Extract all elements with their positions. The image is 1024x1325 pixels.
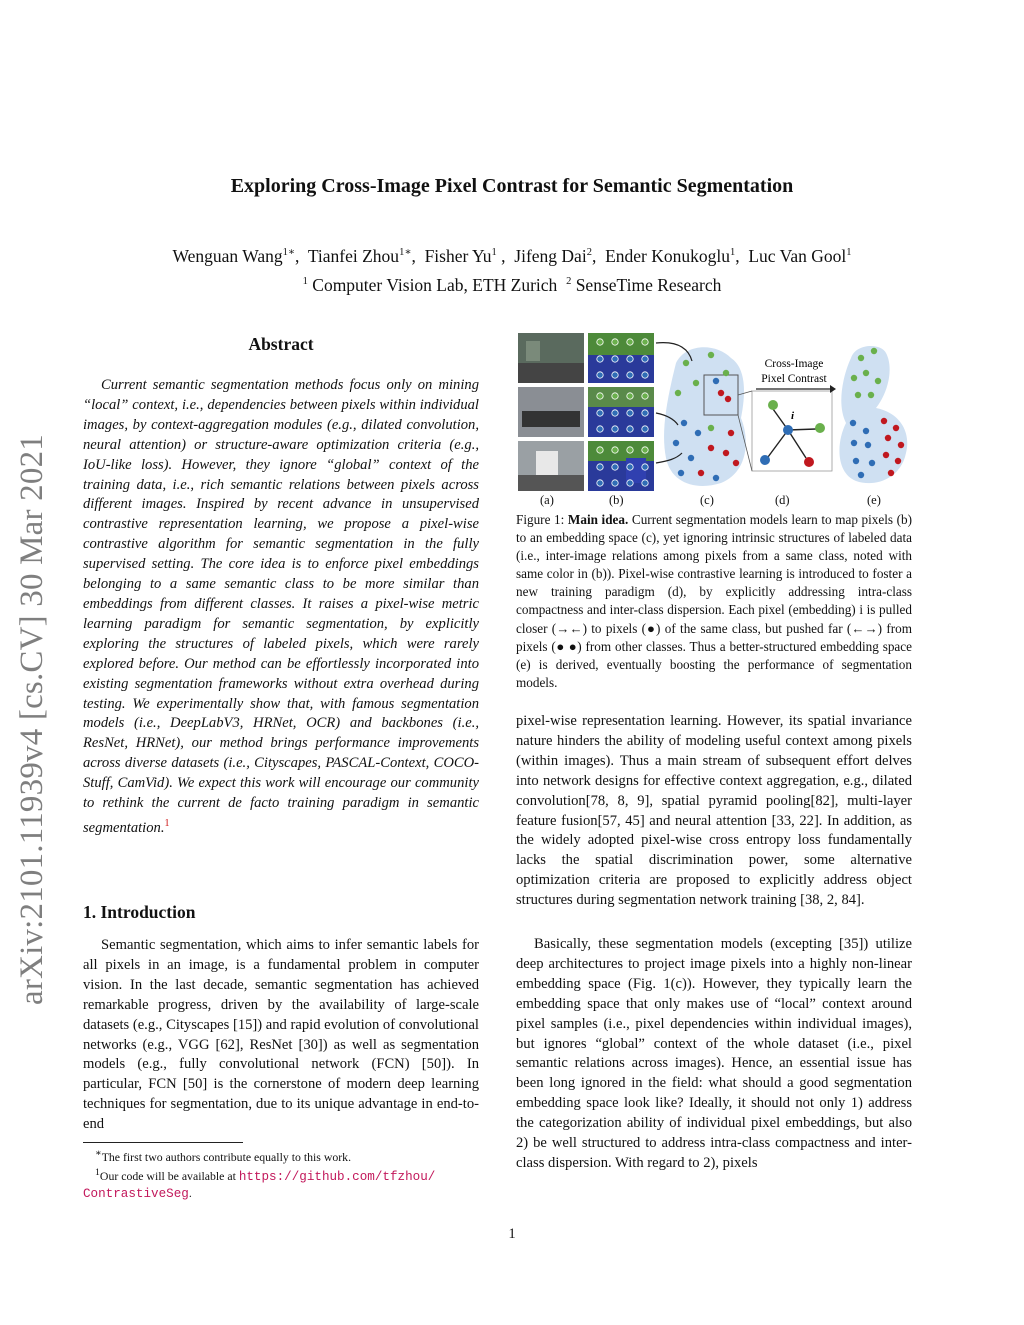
- embedding-point: [693, 380, 699, 386]
- structured-embedding-point: [858, 472, 864, 478]
- embedding-point: [708, 425, 714, 431]
- embedding-point: [728, 430, 734, 436]
- structured-embedding-point: [865, 442, 871, 448]
- embedding-point: [725, 396, 731, 402]
- panel-label-c: (c): [700, 493, 714, 507]
- segmentation-pixel-dot: [627, 426, 633, 432]
- cross-image-label-2: Pixel Contrast: [761, 373, 827, 385]
- segmentation-pixel-dot: [642, 339, 648, 345]
- author: Tianfei Zhou$^{1∗}$: [307, 245, 412, 266]
- segmentation-pixel-dot: [597, 393, 603, 399]
- embedding-point: [698, 470, 704, 476]
- street-photos-panel-a: [518, 333, 584, 491]
- segmentation-pixel-dot: [642, 372, 648, 378]
- embedding-point: [678, 470, 684, 476]
- segmentation-pixel-dot: [642, 393, 648, 399]
- author: Fisher Yu$^1$: [424, 245, 497, 266]
- embedding-point: [713, 475, 719, 481]
- embedding-point: [723, 370, 729, 376]
- anchor-pixel: [783, 425, 793, 435]
- segmentation-pixel-dot: [642, 410, 648, 416]
- segmentation-pixel-dot: [612, 339, 618, 345]
- segmentation-pixel-dot: [612, 356, 618, 362]
- paper-title: Exploring Cross-Image Pixel Contrast for Semantic Segmentation: [230, 175, 794, 197]
- segmentation-pixel-dot: [642, 480, 648, 486]
- code-link[interactable]: https://github.com/tfzhou/: [238, 1169, 436, 1184]
- structured-embedding-point: [888, 470, 894, 476]
- contrast-point-green: [815, 423, 825, 433]
- abstract-heading: Abstract: [248, 334, 314, 354]
- intro-paragraph-1-cont: pixel-wise representation learning. However, its spatial invariance nature hinders the ability of modeling useful context among pixels (within images). Thus a main stream of subsequent effort delves into network designs for effective context aggregation, e.g., dilated convolution[78, 8, 9], spatial pyramid pooling[82], multi-layer feature fusion[57, 45] and neural attention [33, 22]. In addition, as the widely adopted pixel-wise cross entropy loss fundamentally lacks the spatial discrimination power, some alternative optimization criteria are proposed to explicitly address object structures during segmentation network training [38, 2, 84].: [516, 713, 912, 909]
- embedding-point: [708, 352, 714, 358]
- embedding-point: [681, 420, 687, 426]
- author-block: [0, 240, 1024, 298]
- contrast-point-red: [804, 457, 814, 467]
- segmentation-pixel-dot: [627, 339, 633, 345]
- contrast-point-blue: [760, 455, 770, 465]
- affiliations: $^1$ Computer Vision Lab, ETH Zurich $^2$ SenseTime Research: [302, 274, 722, 295]
- abstract-body: Current semantic segmentation methods focus only on mining “local” context, i.e., dependencies between pixels within individual images, by context-aggregation modules (e.g., dilated convolution, neural attention) or structure-aware optimization criteria (e.g., IoU-like loss). However, they ignore “global” context of the training data, i.e., rich semantic relations between pixels across different images. Inspired by recent advance in unsupervised contrastive representation learning, we propose a pixel-wise contrastive algorithm for semantic segmentation in the fully supervised setting. The core idea is to enforce pixel embeddings belonging to a same semantic class to be more similar than embeddings from different classes. It raises a pixel-wise metric learning paradigm for semantic segmentation, by explicitly exploring the structures of labeled pixels, which were rarely explored before. Our method can be effortlessly incorporated into existing segmentation frameworks without extra overhead during testing. We experimentally show that, with famous segmentation models (i.e., DeepLabV3, HRNet, OCR) and backbones (i.e., ResNet, HRNet), our method brings performance improvements across diverse datasets (i.e., Cityscapes, PASCAL-Context, COCO-Stuff, CamVid). We expect this work will encourage our community to rethink the current de facto training paradigm in semantic segmentation.$^1$: [83, 377, 479, 836]
- figure-caption: Figure 1: Main idea. Current segmentation models learn to map pixels (b) to an embedding space (c), yet ignoring intrinsic structures of labeled data (i.e., inter-image relations among pixels from a same class, noted with same color in (b)). Pixel-wise contrastive learning is introduced to foster a new training paradigm (d), by explicitly addressing intra-class compactness and inter-class dispersion. Each pixel (embedding) i is pulled closer (→←) to pixels (●) of the same class, but pushed far (←→) from pixels (● ●) from other classes. Thus a better-structured embedding space (e) is derived, eventually boosting the performance of segmentation models.: [516, 512, 913, 690]
- embedding-point: [695, 430, 701, 436]
- structured-embedding-point: [893, 425, 899, 431]
- structured-embedding-point: [898, 442, 904, 448]
- figure-1: [516, 333, 916, 493]
- embedding-point: [673, 440, 679, 446]
- segmentation-pixel-dot: [642, 447, 648, 453]
- segmentation-pixel-dot: [597, 480, 603, 486]
- segmentation-maps-panel-b: [588, 333, 654, 491]
- segmentation-pixel-dot: [612, 464, 618, 470]
- segmentation-pixel-dot: [612, 410, 618, 416]
- structured-embedding-point: [851, 440, 857, 446]
- structured-embedding-point: [869, 460, 875, 466]
- structured-embedding-point: [895, 458, 901, 464]
- cross-image-arrowhead: [830, 385, 836, 393]
- intro-paragraph-1: Semantic segmentation, which aims to infer semantic labels for all pixels in an image, is a fundamental problem in computer vision. In the last decade, semantic segmentation has achieved remarkable progress, driven by the availability of large-scale datasets (e.g., Cityscapes [15]) and rapid evolution of convolutional networks (e.g., VGG [62], ResNet [30]) as well as segmentation models (e.g., fully convolutional network (FCN) [50]). In particular, FCN [50] is the cornerstone of modern deep learning techniques for segmentation, due to its unique advantage in end-to-end: [83, 937, 479, 1133]
- segmentation-pixel-dot: [597, 356, 603, 362]
- cross-image-label-1: Cross-Image: [764, 358, 824, 370]
- segmentation-pixel-dot: [612, 426, 618, 432]
- embedding-point: [683, 360, 689, 366]
- page-number: 1: [508, 1226, 516, 1242]
- embedding-cloud-c: [664, 347, 746, 486]
- anchor-label: i: [791, 410, 795, 422]
- segmentation-pixel-dot: [597, 410, 603, 416]
- author: Luc Van Gool$^1$: [748, 245, 852, 266]
- author-list: Wenguan Wang$^{1∗}$, Tianfei Zhou$^{1∗}$, Fisher Yu$^1$ , Jifeng Dai$^2$, Ender Konukoglu$^1$, Luc Van Gool$^1$: [172, 245, 852, 266]
- structured-embedding-point: [868, 392, 874, 398]
- intro-paragraph-2: Basically, these segmentation models (excepting [35]) utilize deep architectures to project image pixels into a highly non-linear embedding space (Fig. 1(c)). However, they typically learn the embedding space that only makes use of “local” context around pixel samples (i.e., pixel dependencies within individual images), but ignores “global” context of the whole dataset (i.e., pixel semantic relations across images). Hence, an essential issue has been long ignored in the field: what should a good segmentation embedding space look like? Ideally, it should not only 1) address the categorization ability of individual pixel embeddings, but also 2) be well structured to address intra-class compactness and inter-class dispersion. With regard to 2), pixels: [516, 936, 912, 1171]
- arxiv-watermark: arXiv:2101.11939v4 [cs.CV] 30 Mar 2021: [14, 434, 50, 1005]
- embedding-point: [713, 378, 719, 384]
- segmentation-pixel-dot: [612, 447, 618, 453]
- structured-embedding-point: [883, 452, 889, 458]
- segmentation-pixel-dot: [597, 447, 603, 453]
- embedding-point: [718, 390, 724, 396]
- structured-embedding-point: [853, 458, 859, 464]
- segmentation-pixel-dot: [642, 464, 648, 470]
- segmentation-pixel-dot: [627, 447, 633, 453]
- panel-label-b: (b): [609, 493, 624, 507]
- embedding-point: [723, 450, 729, 456]
- structured-embedding-point: [850, 420, 856, 426]
- panel-label-a: (a): [540, 493, 554, 507]
- contrast-point-green: [768, 400, 778, 410]
- author: Wenguan Wang$^{1∗}$: [172, 245, 296, 266]
- embedding-point: [733, 460, 739, 466]
- intro-heading: 1. Introduction: [83, 902, 196, 922]
- embedding-point: [708, 445, 714, 451]
- segmentation-pixel-dot: [642, 356, 648, 362]
- footnotes: ∗The first two authors contribute equally to this work. $^1$Our code will be available at https://github.com/tfzhou/ ContrastiveSeg.: [83, 1148, 436, 1201]
- segmentation-pixel-dot: [642, 426, 648, 432]
- segmentation-pixel-dot: [612, 372, 618, 378]
- segmentation-pixel-dot: [627, 393, 633, 399]
- segmentation-pixel-dot: [597, 372, 603, 378]
- structured-embedding-point: [851, 375, 857, 381]
- footnote-rule: [83, 1142, 243, 1143]
- structured-embedding-point: [863, 428, 869, 434]
- segmentation-pixel-dot: [627, 356, 633, 362]
- segmentation-pixel-dot: [597, 426, 603, 432]
- segmentation-pixel-dot: [627, 410, 633, 416]
- panel-label-d: (d): [775, 493, 790, 507]
- code-link-cont[interactable]: ContrastiveSeg: [83, 1186, 189, 1201]
- panel-label-e: (e): [867, 493, 881, 507]
- segmentation-pixel-dot: [597, 464, 603, 470]
- structured-embedding-point: [871, 348, 877, 354]
- structured-embedding-point: [855, 392, 861, 398]
- author: Ender Konukoglu$^1$: [605, 245, 736, 266]
- structured-embedding-point: [858, 355, 864, 361]
- structured-embedding-point: [881, 418, 887, 424]
- structured-embedding-point: [863, 370, 869, 376]
- segmentation-pixel-dot: [612, 393, 618, 399]
- segmentation-pixel-dot: [612, 480, 618, 486]
- figure-1-graphic: [516, 333, 916, 493]
- structured-embedding-point: [875, 378, 881, 384]
- embedding-point: [675, 390, 681, 396]
- structured-embedding-point: [885, 435, 891, 441]
- author: Jifeng Dai$^2$: [514, 245, 592, 266]
- segmentation-pixel-dot: [627, 480, 633, 486]
- segmentation-pixel-dot: [597, 339, 603, 345]
- segmentation-pixel-dot: [627, 464, 633, 470]
- embedding-point: [688, 455, 694, 461]
- segmentation-pixel-dot: [627, 372, 633, 378]
